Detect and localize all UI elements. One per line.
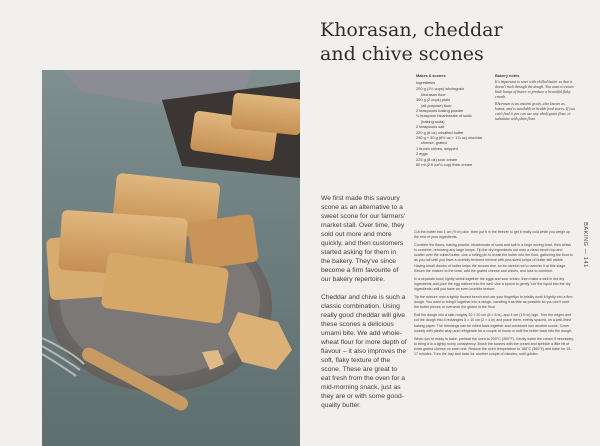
- ingredient-item: 225 g (8 oz) sour cream: [416, 156, 458, 162]
- ingredient-item: 60 ml (2 fl oz/¼ cup) thick cream: [416, 162, 473, 167]
- ingredient-item: 2 teaspoons baking powder: [416, 107, 464, 113]
- running-head-text: BAKING — 141: [582, 222, 588, 268]
- ingredient-item: (all-purpose) flour: [421, 102, 452, 108]
- ingredients-label: Ingredients: [416, 80, 436, 86]
- ingredient-item: 2 teaspoons salt: [416, 124, 445, 130]
- method-step: Tip the mixture onto a lightly floured bench and use your fingertips to briskly work it lightly into a firm dough. You want to bring it together into a dough, handling it as little as possible so you don't melt the butter pieces or overwork the gluten in the flour.: [414, 295, 573, 310]
- ingredient-item: 220 g (8 oz) unsalted butter: [416, 129, 464, 135]
- ingredient-item: 300 g (2 cups) plain: [416, 97, 451, 103]
- running-head: [578, 210, 592, 280]
- method-step: Cut the butter into 1 cm (½ in) dice, then put it in the freezer to get it really cold while you weigh up the rest of your ingredients.: [414, 230, 571, 240]
- scones-photo: [42, 70, 300, 446]
- intro-paragraph: We first made this savoury scone as an alternative to a sweet scone for our farmers' market stall. Over time, they sold out more and more quickly, and then customers started asking for them in the bakery. They've since become a firm favourite of our bakery repertoire.: [321, 195, 406, 283]
- ingredient-item: (baking soda): [421, 118, 445, 124]
- notes-heading: Bakery notes: [495, 73, 520, 78]
- method-step: In a separate bowl, lightly whisk together the eggs and sour cream, then make a well in the dry ingredients and pour the egg mixture into the well. Use a spoon to gently 'cut' the liquid into the dry ingredients until you have an even crumble texture.: [414, 276, 571, 291]
- ingredients-list: [416, 86, 498, 167]
- intro-paragraph: Cheddar and chive is such a classic combination. Using really good cheddar will give these scones a delicious umami bite. We add whole-wheat flour for more depth of flavour – it also improves the soft, flaky texture of the scone. These are great to eat fresh from the oven for a mid-morning snack, just as they are or with some good-quality butter.: [321, 294, 407, 409]
- recipe-title: Khorasan, cheddar and chive scones: [320, 19, 503, 65]
- scones-illustration: [42, 70, 300, 446]
- intro-text: [321, 194, 407, 419]
- ingredient-item: 1 bunch chives, snipped: [416, 145, 458, 151]
- ingredient-item: 2 eggs: [416, 151, 428, 157]
- ingredient-item: khorasan flour: [421, 91, 446, 97]
- method-step: Roll the dough into a slab roughly 20 × 20 cm (8 × 8 in), and 4 cm (1½ in) high. Trim the edges and cut the dough into 8 rectangles 5 × 10 cm (2 × 4 in) and place them, evenly spaced, on a well-lined baking paper. The trimmings can be rolled back together and combined into another scone. Cover loosely with plastic wrap and refrigerate for a couple of hours or until the butter back into the dough.: [414, 313, 573, 333]
- notes-paragraph: Khorasan is an ancient grain, also known as kamut, and is available in health food stores. If you can't find it you can use any wholegrain flour, or substitute with plain flour.: [495, 102, 575, 121]
- ingredient-item: ¼ teaspoon bicarbonate of soda: [416, 113, 472, 119]
- yield-heading: Makes 8 scones: [416, 73, 446, 78]
- ingredients-block: [416, 73, 498, 167]
- bakery-notes: [495, 73, 575, 124]
- notes-paragraph: It's important to start with chilled butter so that it doesn't melt through the dough. You want to retain little lumps of butter to produce a beautiful flaky crumb.: [495, 80, 574, 99]
- method-step: Combine the flours, baking powder, bicarbonate of soda and salt in a large mixing bowl, then whisk to combine, removing any large lumps. Tip the dry ingredients out onto a clean bench top and scatter over the cubed butter. Use a rolling pin to break the butter into the flour, gathering the flour in as you roll until you have a crumbly textured mixture with pea-sized lumps of butter still visible. Having small chunks of butter helps the scones rise, so be careful not to overmix it at this stage. Return the mixture to the bowl, add the grated cheese and chives, and toss to combine.: [414, 243, 573, 273]
- method-text: [414, 230, 574, 360]
- ingredient-item: 240 g + 50 g (8½ oz + 1¾ oz) cheddar: [416, 134, 483, 140]
- ingredient-item: 200 g (1⅓ cups) wholegrain: [416, 86, 465, 92]
- ingredient-item: cheese, grated: [421, 140, 447, 146]
- method-step: When you're ready to bake, preheat the oven to 200°C (390°F). Gently warm the cream if necessary, to bring it to a lightly runny consistency. Brush the scones with the cream and sprinkle a little bit of extra grated cheese on each one. Reduce the oven temperature to 180°C (360°F) and bake for 15–17 minutes. Turn the tray and bake for another couple of minutes, until golden.: [414, 336, 574, 356]
